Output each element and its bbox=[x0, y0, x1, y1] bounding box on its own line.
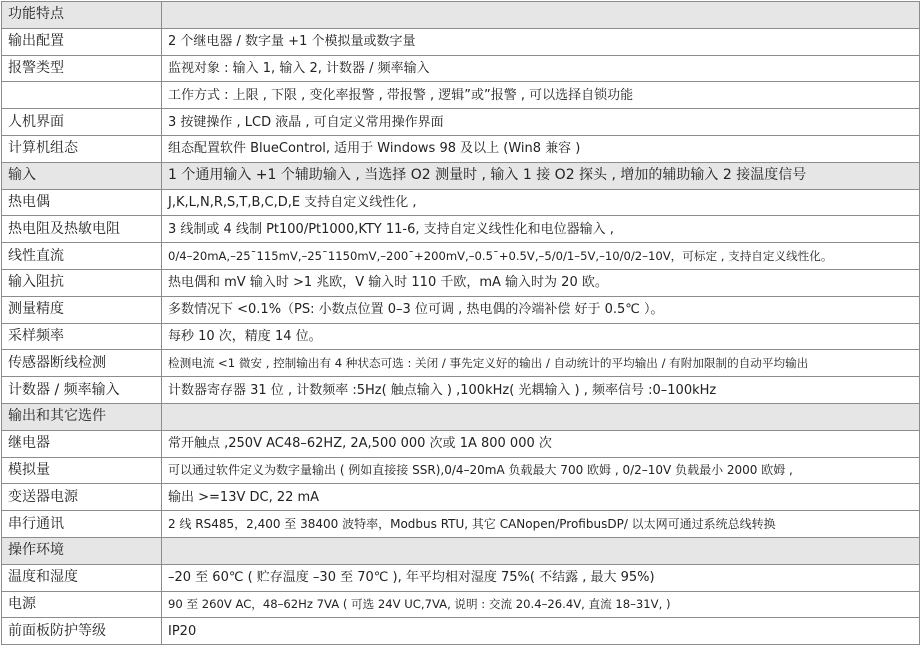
row-value: 常开触点 ,250V AC48–62HZ, 2A,500 000 次或 1A 800 000 次 bbox=[162, 430, 920, 457]
row-value: 热电偶和 mV 输入时 >1 兆欧，V 输入时 110 千欧，mA 输入时为 20 欧。 bbox=[162, 269, 920, 296]
row-label: 报警类型 bbox=[2, 55, 162, 82]
row-value: 1 个通用输入 +1 个辅助输入 , 当选择 O2 测量时 , 输入 1 接 O2 探头 , 增加的辅助输入 2 接温度信号 bbox=[162, 162, 920, 189]
table-row bbox=[2, 323, 920, 350]
section-row-input bbox=[2, 162, 920, 189]
row-label: 输出配置 bbox=[2, 28, 162, 55]
spec-table bbox=[1, 1, 920, 645]
row-label: 串行通讯 bbox=[2, 511, 162, 538]
table-row bbox=[2, 618, 920, 645]
row-label: 功能特点 bbox=[2, 2, 162, 29]
table-row bbox=[2, 350, 920, 377]
row-label: 热电偶 bbox=[2, 189, 162, 216]
row-label: 计数器 / 频率输入 bbox=[2, 377, 162, 404]
table-row bbox=[2, 28, 920, 55]
table-row bbox=[2, 484, 920, 511]
row-label bbox=[2, 82, 162, 109]
table-row bbox=[2, 430, 920, 457]
table-row bbox=[2, 296, 920, 323]
row-value: 2 线 RS485，2,400 至 38400 波特率，Modbus RTU, 其它 CANopen/ProfibusDP/ 以太网可通过系统总线转换 bbox=[162, 511, 920, 538]
table-row bbox=[2, 55, 920, 82]
row-label: 模拟量 bbox=[2, 457, 162, 484]
row-label: 输出和其它选件 bbox=[2, 403, 162, 430]
row-label: 热电阻及热敏电阻 bbox=[2, 216, 162, 243]
row-value: 输出 >=13V DC, 22 mA bbox=[162, 484, 920, 511]
section-row-features bbox=[2, 2, 920, 29]
row-value: –20 至 60℃ ( 贮存温度 –30 至 70℃ ), 年平均相对湿度 75%( 不结露 , 最大 95%) bbox=[162, 564, 920, 591]
row-value: 每秒 10 次，精度 14 位。 bbox=[162, 323, 920, 350]
table-row bbox=[2, 82, 920, 109]
row-label: 计算机组态 bbox=[2, 135, 162, 162]
row-label: 前面板防护等级 bbox=[2, 618, 162, 645]
row-label: 操作环境 bbox=[2, 537, 162, 564]
section-row-outputs bbox=[2, 403, 920, 430]
row-value: 2 个继电器 / 数字量 +1 个模拟量或数字量 bbox=[162, 28, 920, 55]
table-row bbox=[2, 511, 920, 538]
row-value: 多数情况下 <0.1%（PS: 小数点位置 0–3 位可调 , 热电偶的冷端补偿 好于 0.5℃ ）。 bbox=[162, 296, 920, 323]
row-value: 监视对象 : 输入 1, 输入 2, 计数器 / 频率输入 bbox=[162, 55, 920, 82]
table-row bbox=[2, 377, 920, 404]
row-value: IP20 bbox=[162, 618, 920, 645]
row-value bbox=[162, 2, 920, 29]
table-row bbox=[2, 591, 920, 618]
table-row bbox=[2, 189, 920, 216]
row-label: 电源 bbox=[2, 591, 162, 618]
row-label: 变送器电源 bbox=[2, 484, 162, 511]
row-label: 人机界面 bbox=[2, 109, 162, 136]
row-value: 检测电流 <1 微安 , 控制输出有 4 种状态可选 : 关闭 / 事先定义好的输出 / 自动统计的平均输出 / 有附加限制的自动平均输出 bbox=[162, 350, 920, 377]
row-value: 3 线制或 4 线制 Pt100/Pt1000,KTY 11-6, 支持自定义线性化和电位器输入 , bbox=[162, 216, 920, 243]
row-value: 组态配置软件 BlueControl, 适用于 Windows 98 及以上 (Win8 兼容 ) bbox=[162, 135, 920, 162]
row-value: 工作方式 : 上限 , 下限 , 变化率报警 , 带报警 , 逻辑”或”报警 , 可以选择自锁功能 bbox=[162, 82, 920, 109]
row-value: 可以通过软件定义为数字量输出 ( 例如直接接 SSR),0/4–20mA 负载最大 700 欧姆 , 0/2–10V 负载最小 2000 欧姆 , bbox=[162, 457, 920, 484]
table-row bbox=[2, 564, 920, 591]
row-label: 传感器断线检测 bbox=[2, 350, 162, 377]
table-row bbox=[2, 269, 920, 296]
section-row-environment bbox=[2, 537, 920, 564]
row-label: 温度和湿度 bbox=[2, 564, 162, 591]
row-value bbox=[162, 403, 920, 430]
row-value: 90 至 260V AC，48–62Hz 7VA ( 可选 24V UC,7VA, 说明 : 交流 20.4–26.4V, 直流 18–31V, ) bbox=[162, 591, 920, 618]
row-value: J,K,L,N,R,S,T,B,C,D,E 支持自定义线性化 , bbox=[162, 189, 920, 216]
row-label: 继电器 bbox=[2, 430, 162, 457]
row-label: 输入 bbox=[2, 162, 162, 189]
row-label: 采样频率 bbox=[2, 323, 162, 350]
row-label: 输入阻抗 bbox=[2, 269, 162, 296]
row-value: 计数器寄存器 31 位 , 计数频率 :5Hz( 触点输入 ) ,100kHz( 光耦输入 ) , 频率信号 :0–100kHz bbox=[162, 377, 920, 404]
row-label: 测量精度 bbox=[2, 296, 162, 323]
table-row bbox=[2, 135, 920, 162]
row-value: 0/4–20mA,–25¯115mV,–25¯1150mV,–200¯+200mV,–0.5¯+0.5V,–5/0/1–5V,–10/0/2–10V，可标定 , 支持自定义线性化。 bbox=[162, 243, 920, 270]
table-row bbox=[2, 216, 920, 243]
row-value: 3 按键操作 , LCD 液晶 , 可自定义常用操作界面 bbox=[162, 109, 920, 136]
table-row bbox=[2, 457, 920, 484]
table-row bbox=[2, 243, 920, 270]
row-label: 线性直流 bbox=[2, 243, 162, 270]
row-value bbox=[162, 537, 920, 564]
table-row bbox=[2, 109, 920, 136]
